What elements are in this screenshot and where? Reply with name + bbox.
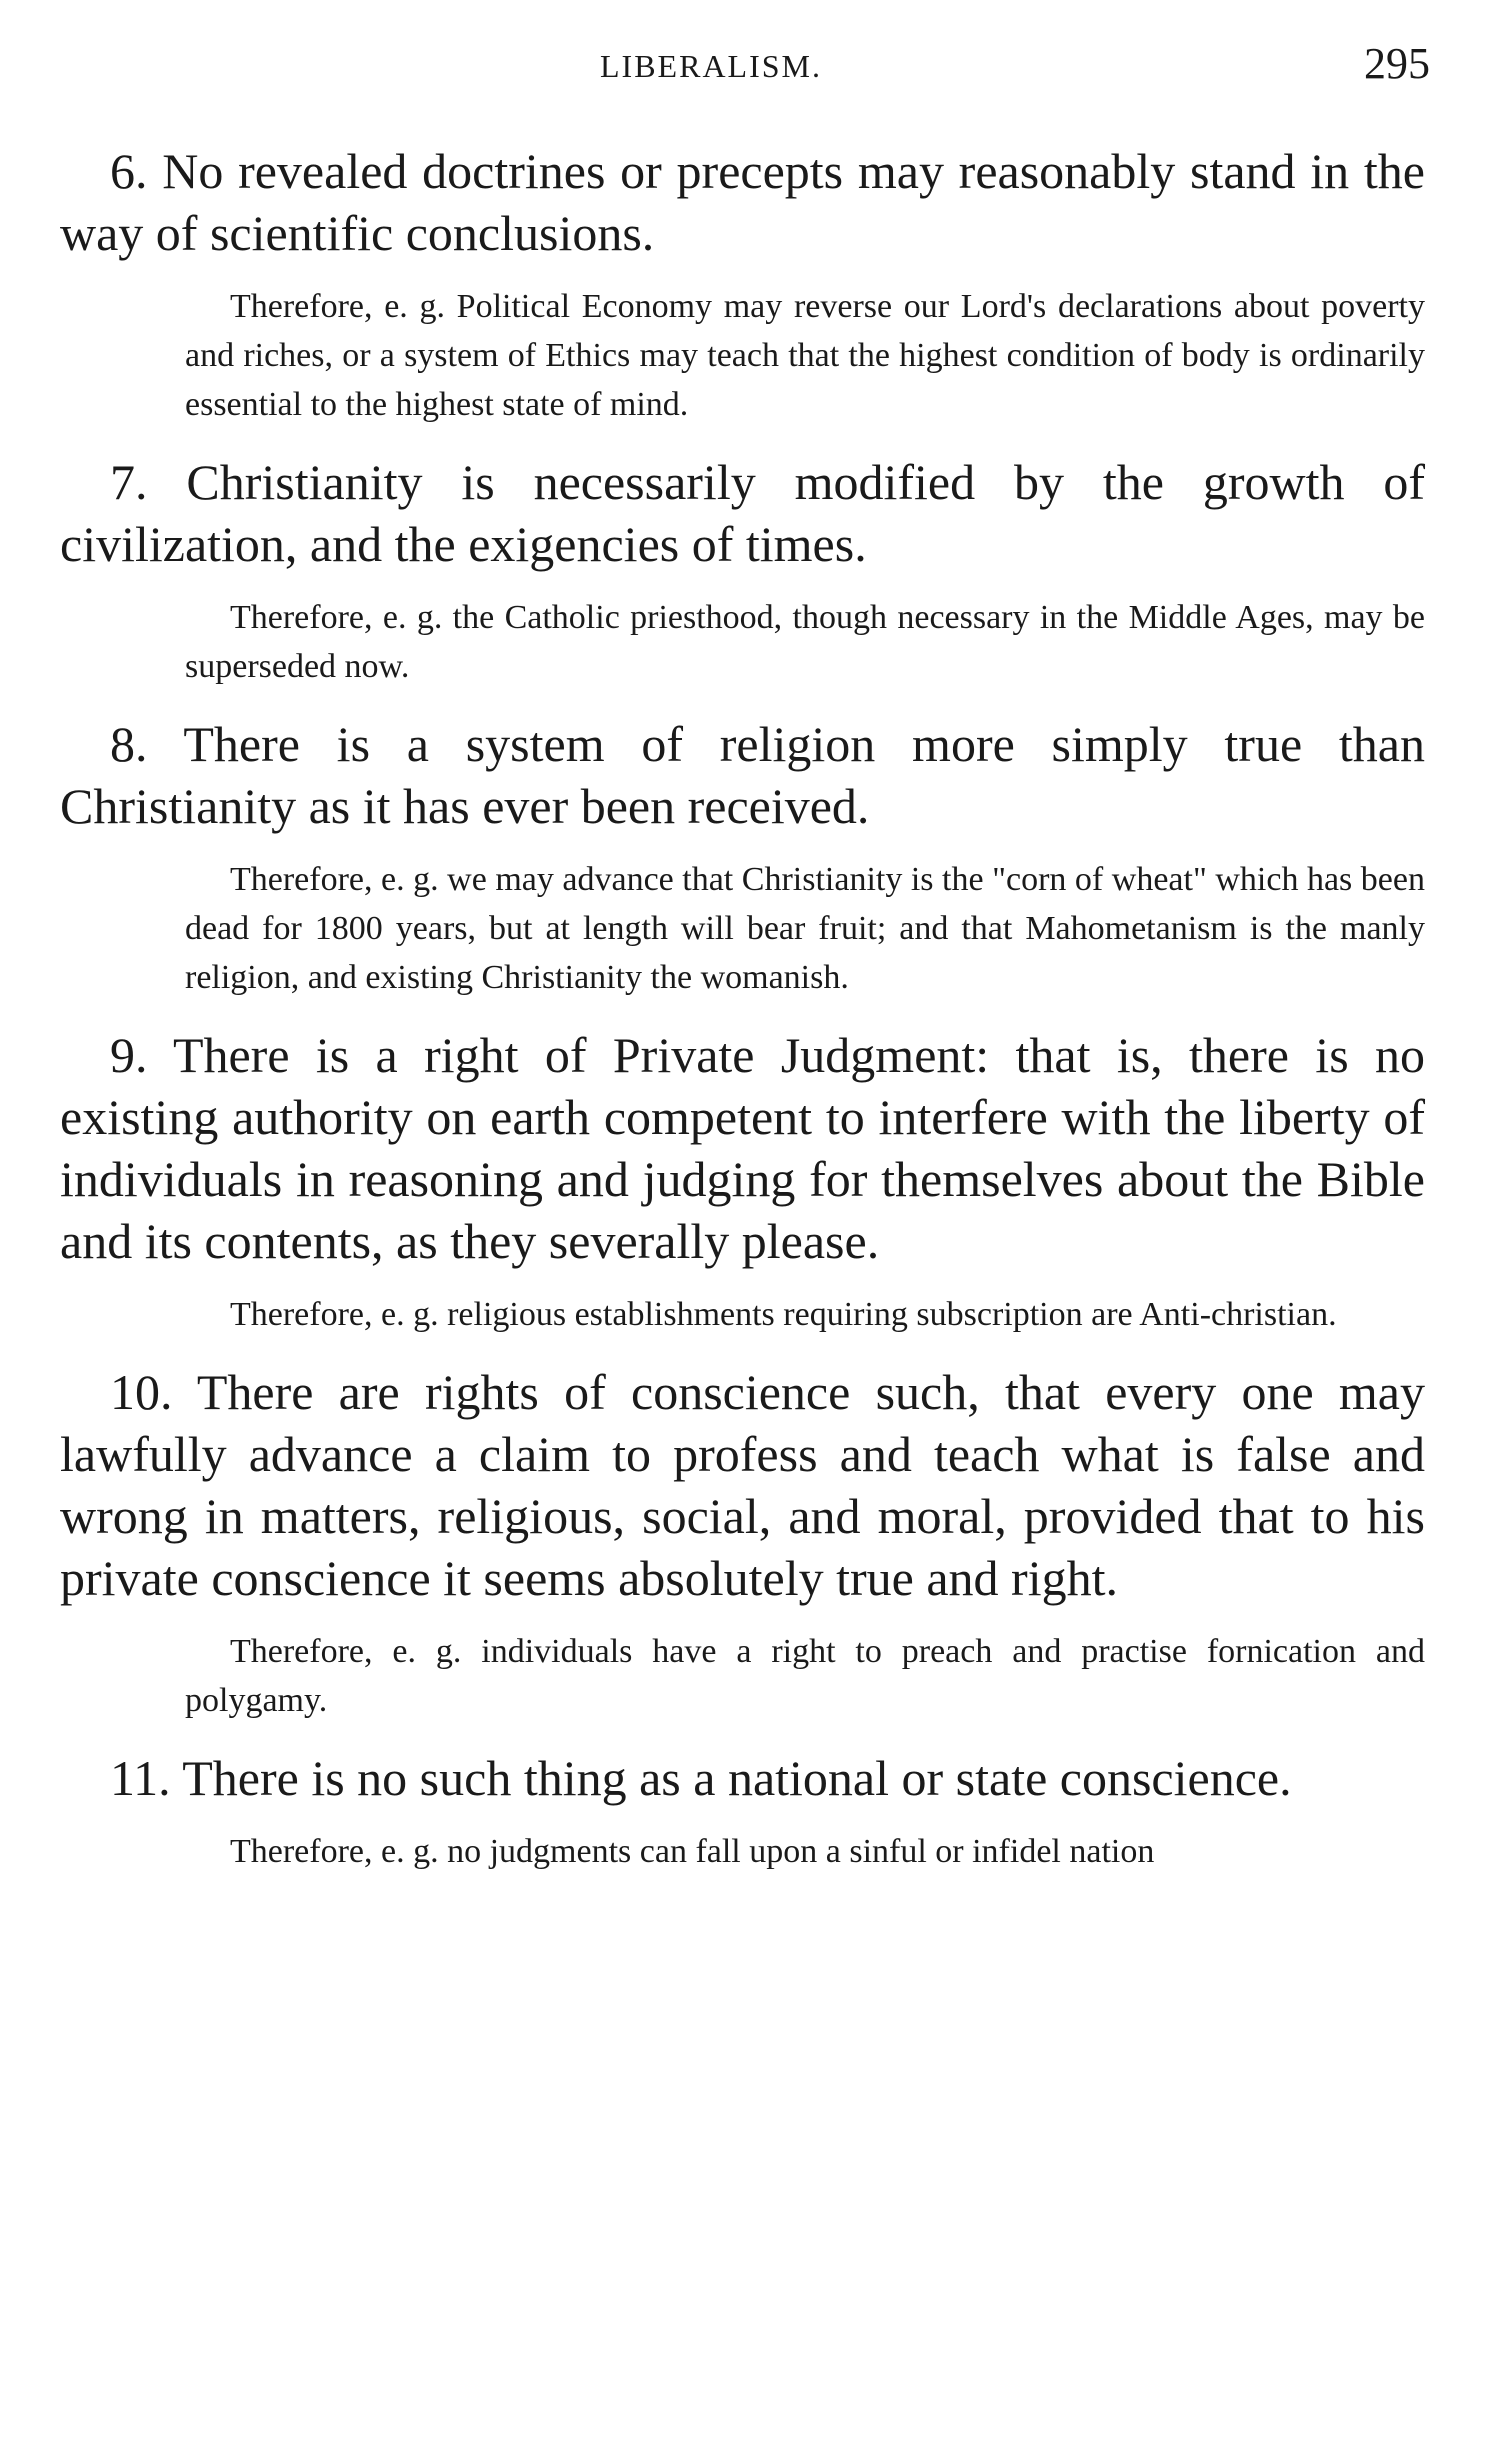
running-head — [60, 38, 1430, 98]
note-7: Therefore, e. g. the Catholic priesthood, though necessary in the Middle Ages, may be superseded now. — [185, 599, 1425, 685]
running-title: LIBERALISM. — [600, 48, 822, 84]
proposition-9: 9. There is a right of Private Judgment: that is, there is no existing authority on earth competent to interfere with the liberty of individuals in reasoning and judging for themselves about the Bible and its contents, as they severally please. — [60, 1027, 1425, 1269]
proposition-6: 6. No revealed doctrines or precepts may reasonably stand in the way of scientific conclusions. — [60, 143, 1425, 261]
note-8: Therefore, e. g. we may advance that Christianity is the "corn of wheat" which has been dead for 1800 years, but at length will bear fruit; and that Mahometanism is the manly religion, and existing Christianity the womanish. — [185, 861, 1425, 996]
note-10: Therefore, e. g. individuals have a right to preach and practise fornication and polygamy. — [185, 1633, 1425, 1719]
proposition-11: 11. There is no such thing as a national or state conscience. — [110, 1750, 1292, 1806]
proposition-10: 10. There are rights of conscience such, that every one may lawfully advance a claim to profess and teach what is false and wrong in matters, religious, social, and moral, provided that to his private conscience it seems absolutely true and right. — [60, 1364, 1425, 1606]
page-body — [60, 140, 1425, 1898]
note-11: Therefore, e. g. no judgments can fall upon a sinful or infidel nation — [230, 1833, 1155, 1870]
note-6: Therefore, e. g. Political Economy may reverse our Lord's declarations about poverty and riches, or a system of Ethics may teach that the highest condition of body is ordinarily essential to the highest state of mind. — [185, 288, 1425, 423]
proposition-8: 8. There is a system of religion more simply true than Christianity as it has ever been received. — [60, 716, 1425, 834]
proposition-7: 7. Christianity is necessarily modified by the growth of civilization, and the exigencies of times. — [60, 454, 1425, 572]
note-9: Therefore, e. g. religious establishments requiring subscription are Anti-christian. — [230, 1296, 1337, 1333]
page-number: 295 — [1364, 39, 1430, 88]
